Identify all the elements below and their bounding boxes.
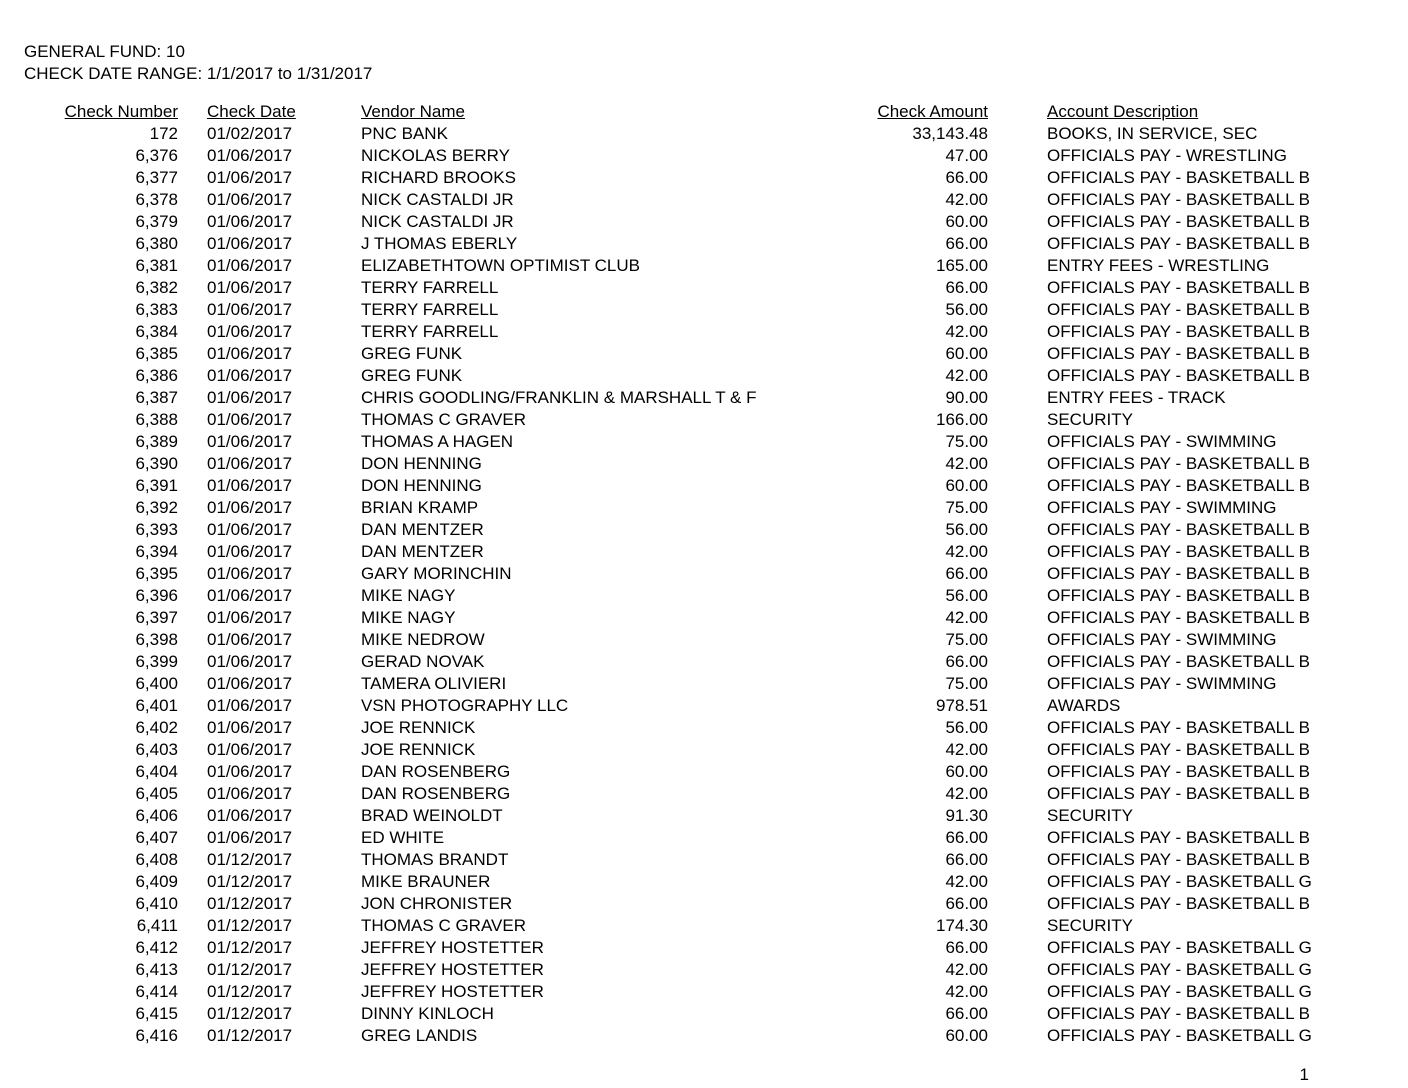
check-number-cell: 6,406 — [135, 806, 178, 825]
table-row — [0, 145, 1408, 167]
check-number-cell: 6,407 — [135, 828, 178, 847]
table-row — [0, 827, 1408, 849]
check-amount-cell: 47.00 — [945, 146, 988, 165]
account-description-cell: ENTRY FEES - TRACK — [1047, 388, 1226, 407]
check-date-cell: 01/06/2017 — [207, 322, 293, 341]
check-number-cell: 6,416 — [135, 1026, 178, 1045]
check-date-cell: 01/06/2017 — [207, 168, 293, 187]
account-description-cell: ENTRY FEES - WRESTLING — [1047, 256, 1270, 275]
vendor-name-cell: JEFFREY HOSTETTER — [361, 938, 544, 957]
check-amount-cell: 60.00 — [945, 344, 988, 363]
vendor-name-cell: DON HENNING — [361, 476, 482, 495]
check-amount-cell: 42.00 — [945, 784, 988, 803]
check-number-cell: 6,383 — [135, 300, 178, 319]
check-number-cell: 6,411 — [136, 916, 178, 935]
account-description-cell: OFFICIALS PAY - BASKETBALL B — [1047, 212, 1310, 231]
table-row — [0, 365, 1408, 387]
check-date-cell: 01/06/2017 — [207, 762, 293, 781]
table-row — [0, 739, 1408, 761]
account-description-cell: OFFICIALS PAY - BASKETBALL B — [1047, 828, 1310, 847]
vendor-name-cell: TAMERA OLIVIERI — [361, 674, 507, 693]
table-row — [0, 299, 1408, 321]
check-amount-cell: 978.51 — [936, 696, 988, 715]
vendor-name-cell: ED WHITE — [361, 828, 445, 847]
account-description-cell: OFFICIALS PAY - BASKETBALL B — [1047, 740, 1310, 759]
check-amount-cell: 66.00 — [945, 850, 988, 869]
table-row — [0, 233, 1408, 255]
vendor-name-cell: JEFFREY HOSTETTER — [361, 982, 544, 1001]
check-date-cell: 01/12/2017 — [207, 938, 293, 957]
table-row — [0, 849, 1408, 871]
check-date-cell: 01/06/2017 — [207, 652, 293, 671]
check-amount-cell: 42.00 — [945, 608, 988, 627]
table-row — [0, 189, 1408, 211]
check-number-cell: 6,395 — [135, 564, 178, 583]
table-row — [0, 673, 1408, 695]
check-amount-cell: 75.00 — [945, 432, 988, 451]
check-amount-cell: 42.00 — [945, 454, 988, 473]
check-number-cell: 6,384 — [135, 322, 178, 341]
check-number-cell: 6,376 — [135, 146, 178, 165]
check-number-cell: 6,409 — [135, 872, 178, 891]
check-number-cell: 6,403 — [135, 740, 178, 759]
check-amount-cell: 42.00 — [945, 542, 988, 561]
table-body — [0, 123, 1408, 1047]
table-row — [0, 255, 1408, 277]
account-description-cell: OFFICIALS PAY - BASKETBALL B — [1047, 168, 1310, 187]
account-description-cell: OFFICIALS PAY - WRESTLING — [1047, 146, 1287, 165]
check-amount-cell: 56.00 — [945, 300, 988, 319]
table-row — [0, 607, 1408, 629]
vendor-name-cell: GERAD NOVAK — [361, 652, 485, 671]
vendor-name-cell: DAN ROSENBERG — [361, 784, 511, 803]
check-date-cell: 01/06/2017 — [207, 146, 293, 165]
vendor-name-cell: MIKE NEDROW — [361, 630, 485, 649]
account-description-cell: OFFICIALS PAY - BASKETBALL B — [1047, 718, 1310, 737]
account-description-cell: OFFICIALS PAY - BASKETBALL B — [1047, 476, 1310, 495]
vendor-name-cell: ELIZABETHTOWN OPTIMIST CLUB — [361, 256, 640, 275]
check-amount-cell: 42.00 — [945, 366, 988, 385]
check-number-cell: 6,415 — [135, 1004, 178, 1023]
check-number-cell: 6,393 — [135, 520, 178, 539]
check-date-cell: 01/06/2017 — [207, 454, 293, 473]
check-number-cell: 6,392 — [135, 498, 178, 517]
table-row — [0, 893, 1408, 915]
account-description-cell: OFFICIALS PAY - BASKETBALL B — [1047, 542, 1310, 561]
account-description-cell: OFFICIALS PAY - BASKETBALL G — [1047, 938, 1312, 957]
vendor-name-cell: J THOMAS EBERLY — [361, 234, 518, 253]
check-amount-cell: 60.00 — [945, 762, 988, 781]
check-number-cell: 6,378 — [135, 190, 178, 209]
account-description-cell: OFFICIALS PAY - SWIMMING — [1047, 498, 1277, 517]
check-amount-cell: 66.00 — [945, 828, 988, 847]
account-description-cell: OFFICIALS PAY - SWIMMING — [1047, 630, 1277, 649]
account-description-cell: SECURITY — [1047, 410, 1133, 429]
table-row — [0, 651, 1408, 673]
account-description-cell: OFFICIALS PAY - BASKETBALL B — [1047, 586, 1310, 605]
account-description-cell: OFFICIALS PAY - BASKETBALL B — [1047, 784, 1310, 803]
table-row — [0, 981, 1408, 1003]
check-amount-cell: 66.00 — [945, 168, 988, 187]
table-row — [0, 475, 1408, 497]
check-amount-cell: 56.00 — [945, 586, 988, 605]
check-date-cell: 01/06/2017 — [207, 366, 293, 385]
check-number-cell: 6,396 — [135, 586, 178, 605]
check-number-cell: 6,399 — [135, 652, 178, 671]
account-description-cell: OFFICIALS PAY - SWIMMING — [1047, 674, 1277, 693]
table-row — [0, 123, 1408, 145]
vendor-name-cell: GREG FUNK — [361, 366, 463, 385]
table-row — [0, 871, 1408, 893]
check-number-cell: 6,410 — [135, 894, 178, 913]
column-header-vendor-name: Vendor Name — [361, 102, 465, 121]
account-description-cell: BOOKS, IN SERVICE, SEC — [1047, 124, 1258, 143]
check-amount-cell: 66.00 — [945, 652, 988, 671]
check-date-cell: 01/06/2017 — [207, 278, 293, 297]
check-number-cell: 6,397 — [135, 608, 178, 627]
vendor-name-cell: TERRY FARRELL — [361, 300, 499, 319]
check-amount-cell: 174.30 — [936, 916, 988, 935]
check-number-cell: 6,401 — [135, 696, 178, 715]
check-number-cell: 6,394 — [135, 542, 178, 561]
check-amount-cell: 33,143.48 — [912, 124, 988, 143]
vendor-name-cell: DAN MENTZER — [361, 520, 484, 539]
check-amount-cell: 66.00 — [945, 1004, 988, 1023]
check-number-cell: 6,382 — [135, 278, 178, 297]
vendor-name-cell: TERRY FARRELL — [361, 322, 499, 341]
check-amount-cell: 75.00 — [945, 630, 988, 649]
account-description-cell: OFFICIALS PAY - SWIMMING — [1047, 432, 1277, 451]
table-row — [0, 541, 1408, 563]
vendor-name-cell: VSN PHOTOGRAPHY LLC — [361, 696, 569, 715]
fund-title: GENERAL FUND: 10 — [24, 42, 185, 61]
check-date-cell: 01/06/2017 — [207, 718, 293, 737]
check-amount-cell: 165.00 — [936, 256, 988, 275]
check-number-cell: 6,404 — [135, 762, 178, 781]
check-number-cell: 6,380 — [135, 234, 178, 253]
check-number-cell: 6,381 — [135, 256, 178, 275]
vendor-name-cell: BRIAN KRAMP — [361, 498, 479, 517]
account-description-cell: SECURITY — [1047, 806, 1133, 825]
check-date-cell: 01/06/2017 — [207, 564, 293, 583]
check-number-cell: 6,388 — [135, 410, 178, 429]
check-date-cell: 01/06/2017 — [207, 256, 293, 275]
table-row — [0, 629, 1408, 651]
table-row — [0, 805, 1408, 827]
table-row — [0, 519, 1408, 541]
check-date-cell: 01/06/2017 — [207, 586, 293, 605]
vendor-name-cell: NICK CASTALDI JR — [361, 212, 514, 231]
table-row — [0, 937, 1408, 959]
check-amount-cell: 42.00 — [945, 190, 988, 209]
check-date-cell: 01/06/2017 — [207, 498, 293, 517]
check-amount-cell: 42.00 — [945, 982, 988, 1001]
check-amount-cell: 75.00 — [945, 498, 988, 517]
column-header-check-amount: Check Amount — [877, 102, 988, 121]
check-amount-cell: 42.00 — [945, 322, 988, 341]
account-description-cell: OFFICIALS PAY - BASKETBALL B — [1047, 850, 1310, 869]
account-description-cell: OFFICIALS PAY - BASKETBALL B — [1047, 300, 1310, 319]
account-description-cell: OFFICIALS PAY - BASKETBALL B — [1047, 608, 1310, 627]
vendor-name-cell: DINNY KINLOCH — [361, 1004, 494, 1023]
check-date-cell: 01/06/2017 — [207, 234, 293, 253]
table-row — [0, 343, 1408, 365]
check-number-cell: 6,379 — [135, 212, 178, 231]
account-description-cell: OFFICIALS PAY - BASKETBALL B — [1047, 366, 1310, 385]
table-row — [0, 563, 1408, 585]
account-description-cell: OFFICIALS PAY - BASKETBALL B — [1047, 234, 1310, 253]
check-amount-cell: 42.00 — [945, 960, 988, 979]
check-amount-cell: 42.00 — [945, 740, 988, 759]
table-row — [0, 497, 1408, 519]
account-description-cell: OFFICIALS PAY - BASKETBALL B — [1047, 652, 1310, 671]
table-row — [0, 695, 1408, 717]
check-number-cell: 6,391 — [135, 476, 178, 495]
check-date-cell: 01/06/2017 — [207, 520, 293, 539]
vendor-name-cell: RICHARD BROOKS — [361, 168, 516, 187]
table-row — [0, 453, 1408, 475]
check-date-cell: 01/06/2017 — [207, 674, 293, 693]
account-description-cell: OFFICIALS PAY - BASKETBALL G — [1047, 1026, 1312, 1045]
check-date-cell: 01/12/2017 — [207, 1004, 293, 1023]
vendor-name-cell: MIKE NAGY — [361, 608, 456, 627]
page-number: 1 — [1299, 1065, 1309, 1084]
check-date-cell: 01/06/2017 — [207, 740, 293, 759]
check-amount-cell: 66.00 — [945, 564, 988, 583]
vendor-name-cell: GREG FUNK — [361, 344, 463, 363]
table-row — [0, 717, 1408, 739]
check-number-cell: 6,385 — [135, 344, 178, 363]
table-row — [0, 585, 1408, 607]
table-row — [0, 431, 1408, 453]
account-description-cell: SECURITY — [1047, 916, 1133, 935]
account-description-cell: AWARDS — [1047, 696, 1121, 715]
account-description-cell: OFFICIALS PAY - BASKETBALL B — [1047, 454, 1310, 473]
check-date-cell: 01/06/2017 — [207, 190, 293, 209]
check-date-cell: 01/12/2017 — [207, 916, 293, 935]
vendor-name-cell: TERRY FARRELL — [361, 278, 499, 297]
check-date-range: CHECK DATE RANGE: 1/1/2017 to 1/31/2017 — [24, 64, 373, 83]
vendor-name-cell: NICK CASTALDI JR — [361, 190, 514, 209]
check-amount-cell: 66.00 — [945, 894, 988, 913]
account-description-cell: OFFICIALS PAY - BASKETBALL B — [1047, 520, 1310, 539]
table-row — [0, 409, 1408, 431]
table-row — [0, 211, 1408, 233]
check-date-cell: 01/12/2017 — [207, 894, 293, 913]
check-amount-cell: 66.00 — [945, 278, 988, 297]
account-description-cell: OFFICIALS PAY - BASKETBALL B — [1047, 322, 1310, 341]
vendor-name-cell: MIKE BRAUNER — [361, 872, 491, 891]
check-number-cell: 6,387 — [135, 388, 178, 407]
check-date-cell: 01/06/2017 — [207, 828, 293, 847]
check-date-cell: 01/06/2017 — [207, 344, 293, 363]
account-description-cell: OFFICIALS PAY - BASKETBALL B — [1047, 190, 1310, 209]
account-description-cell: OFFICIALS PAY - BASKETBALL G — [1047, 872, 1312, 891]
account-description-cell: OFFICIALS PAY - BASKETBALL G — [1047, 982, 1312, 1001]
check-amount-cell: 56.00 — [945, 520, 988, 539]
check-register-table — [0, 101, 1408, 1047]
check-number-cell: 6,377 — [135, 168, 178, 187]
vendor-name-cell: CHRIS GOODLING/FRANKLIN & MARSHALL T & F — [361, 388, 757, 407]
vendor-name-cell: JOE RENNICK — [361, 740, 476, 759]
vendor-name-cell: JON CHRONISTER — [361, 894, 513, 913]
check-number-cell: 6,408 — [135, 850, 178, 869]
account-description-cell: OFFICIALS PAY - BASKETBALL B — [1047, 894, 1310, 913]
check-amount-cell: 75.00 — [945, 674, 988, 693]
check-amount-cell: 42.00 — [945, 872, 988, 891]
check-number-cell: 6,386 — [135, 366, 178, 385]
check-amount-cell: 60.00 — [945, 212, 988, 231]
table-header-row — [0, 101, 1408, 123]
vendor-name-cell: JOE RENNICK — [361, 718, 476, 737]
check-number-cell: 6,402 — [135, 718, 178, 737]
vendor-name-cell: MIKE NAGY — [361, 586, 456, 605]
check-date-cell: 01/06/2017 — [207, 608, 293, 627]
table-row — [0, 783, 1408, 805]
check-date-cell: 01/12/2017 — [207, 960, 293, 979]
check-date-cell: 01/06/2017 — [207, 300, 293, 319]
check-amount-cell: 60.00 — [945, 476, 988, 495]
table-row — [0, 387, 1408, 409]
account-description-cell: OFFICIALS PAY - BASKETBALL B — [1047, 564, 1310, 583]
vendor-name-cell: THOMAS C GRAVER — [361, 916, 526, 935]
check-date-cell: 01/06/2017 — [207, 542, 293, 561]
check-amount-cell: 66.00 — [945, 938, 988, 957]
account-description-cell: OFFICIALS PAY - BASKETBALL G — [1047, 960, 1312, 979]
vendor-name-cell: GREG LANDIS — [361, 1026, 478, 1045]
check-date-cell: 01/06/2017 — [207, 806, 293, 825]
check-date-cell: 01/06/2017 — [207, 212, 293, 231]
table-row — [0, 761, 1408, 783]
vendor-name-cell: DAN ROSENBERG — [361, 762, 511, 781]
table-row — [0, 1003, 1408, 1025]
check-date-cell: 01/06/2017 — [207, 630, 293, 649]
column-header-check-number: Check Number — [64, 102, 178, 121]
check-date-cell: 01/06/2017 — [207, 784, 293, 803]
check-date-cell: 01/06/2017 — [207, 388, 293, 407]
account-description-cell: OFFICIALS PAY - BASKETBALL B — [1047, 762, 1310, 781]
check-number-cell: 6,412 — [135, 938, 178, 957]
check-number-cell: 6,389 — [135, 432, 178, 451]
check-amount-cell: 60.00 — [945, 1026, 988, 1045]
check-date-cell: 01/12/2017 — [207, 1026, 293, 1045]
check-date-cell: 01/12/2017 — [207, 850, 293, 869]
column-header-account-description: Account Description — [1047, 102, 1199, 121]
check-number-cell: 6,405 — [135, 784, 178, 803]
vendor-name-cell: PNC BANK — [361, 124, 448, 143]
check-number-cell: 6,413 — [135, 960, 178, 979]
check-date-cell: 01/06/2017 — [207, 696, 293, 715]
table-row — [0, 167, 1408, 189]
table-row — [0, 277, 1408, 299]
table-row — [0, 321, 1408, 343]
table-row — [0, 1025, 1408, 1047]
check-amount-cell: 66.00 — [945, 234, 988, 253]
table-row — [0, 915, 1408, 937]
vendor-name-cell: THOMAS C GRAVER — [361, 410, 526, 429]
check-amount-cell: 166.00 — [936, 410, 988, 429]
check-date-cell: 01/06/2017 — [207, 432, 293, 451]
account-description-cell: OFFICIALS PAY - BASKETBALL B — [1047, 344, 1310, 363]
vendor-name-cell: DAN MENTZER — [361, 542, 484, 561]
column-header-check-date: Check Date — [207, 102, 296, 121]
vendor-name-cell: GARY MORINCHIN — [361, 564, 512, 583]
check-number-cell: 6,398 — [135, 630, 178, 649]
check-amount-cell: 56.00 — [945, 718, 988, 737]
check-number-cell: 6,400 — [135, 674, 178, 693]
check-amount-cell: 91.30 — [945, 806, 988, 825]
check-number-cell: 172 — [149, 124, 178, 143]
check-date-cell: 01/06/2017 — [207, 476, 293, 495]
account-description-cell: OFFICIALS PAY - BASKETBALL B — [1047, 1004, 1310, 1023]
table-row — [0, 959, 1408, 981]
check-date-cell: 01/12/2017 — [207, 982, 293, 1001]
check-date-cell: 01/06/2017 — [207, 410, 293, 429]
check-date-cell: 01/12/2017 — [207, 872, 293, 891]
check-number-cell: 6,390 — [135, 454, 178, 473]
vendor-name-cell: DON HENNING — [361, 454, 482, 473]
account-description-cell: OFFICIALS PAY - BASKETBALL B — [1047, 278, 1310, 297]
vendor-name-cell: JEFFREY HOSTETTER — [361, 960, 544, 979]
check-amount-cell: 90.00 — [945, 388, 988, 407]
vendor-name-cell: NICKOLAS BERRY — [361, 146, 510, 165]
vendor-name-cell: BRAD WEINOLDT — [361, 806, 503, 825]
check-date-cell: 01/02/2017 — [207, 124, 293, 143]
check-number-cell: 6,414 — [135, 982, 178, 1001]
vendor-name-cell: THOMAS BRANDT — [361, 850, 509, 869]
vendor-name-cell: THOMAS A HAGEN — [361, 432, 514, 451]
